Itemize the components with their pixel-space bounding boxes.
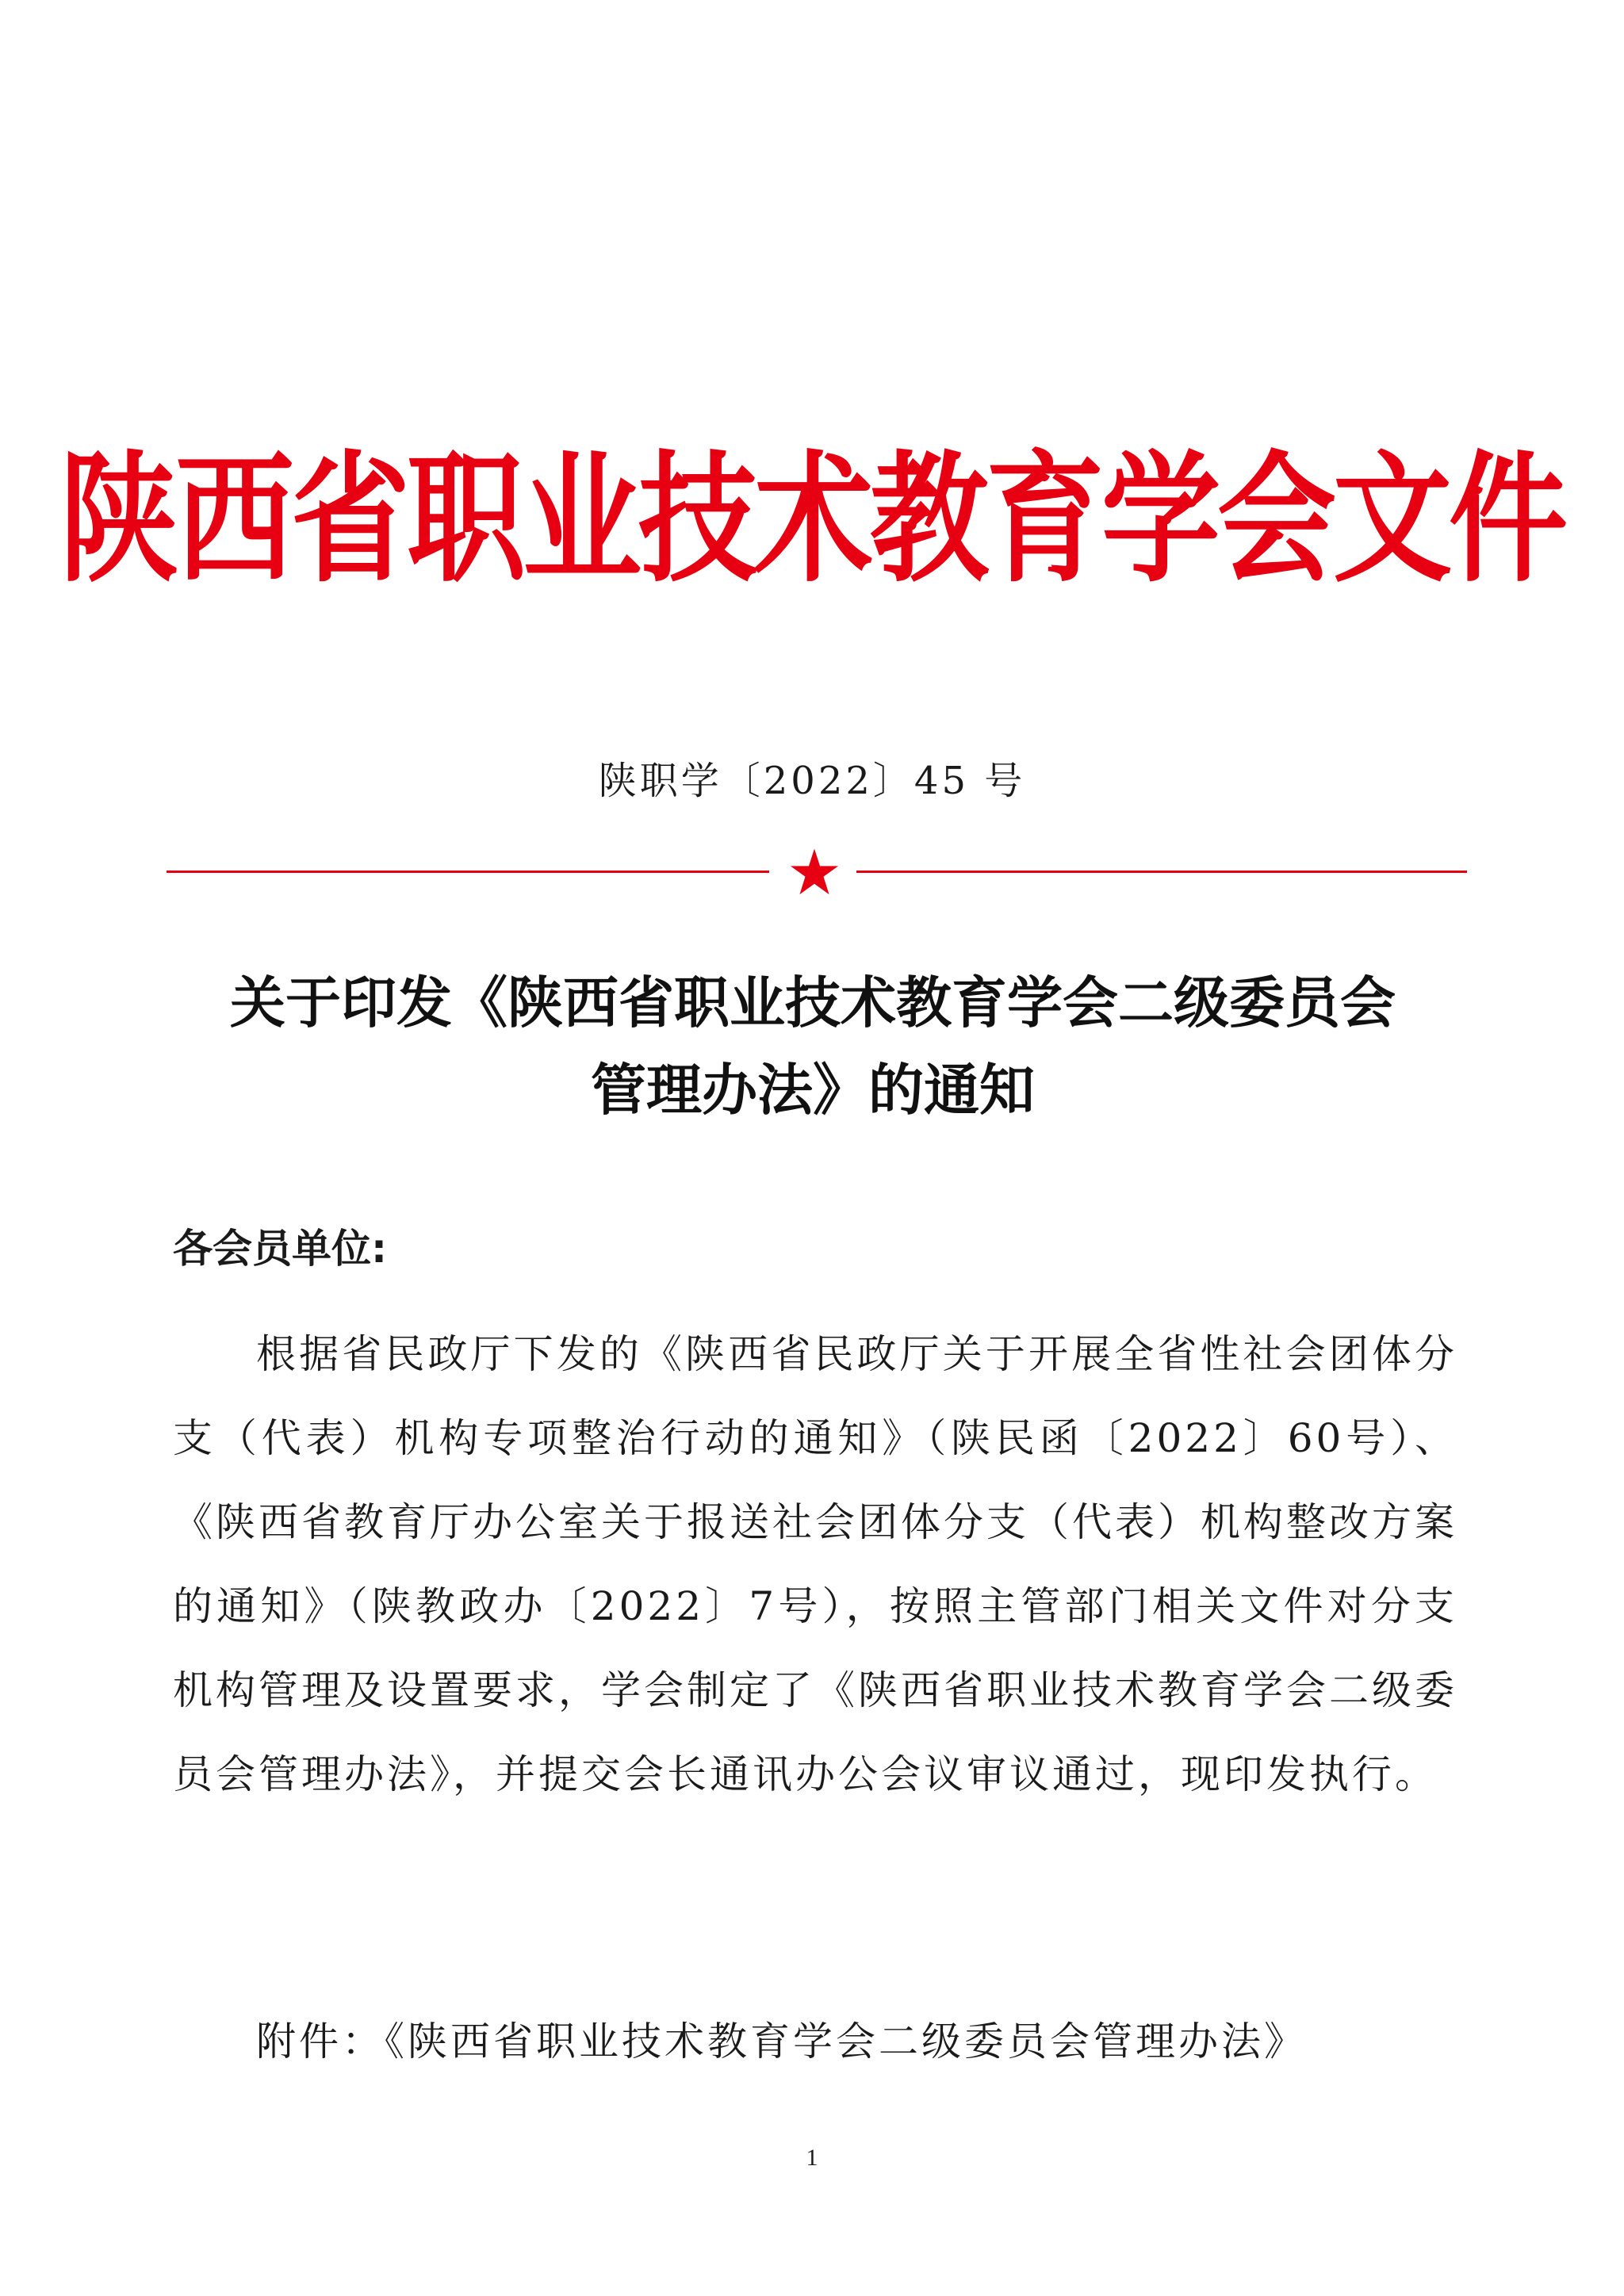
body-paragraph: 根据省民政厅下发的《陕西省民政厅关于开展全省性社会团体分支（代表）机构专项整治行动的通知》（陕民函〔2022〕60号）、《陕西省教育厅办公室关于报送社会团体分支（代表）机构整改方案的通知》（陕教政办〔2022〕7号），按照主管部门相关文件对分支机构管理及设置要求，学会制定了《陕西省职业技术教育学会二级委员会管理办法》，并提交会长通讯办公会议审议通过，现印发执行。: [173, 1331, 1457, 1797]
page-number: 1: [806, 2145, 818, 2171]
salutation: 各会员单位:: [173, 1226, 387, 1272]
star-icon: [789, 847, 840, 897]
attachment-line: 附件：《陕西省职业技术教育学会二级委员会管理办法》: [256, 2019, 1307, 2064]
masthead-title: 陕西省职业技术教育学会文件: [59, 437, 1565, 602]
notice-title-line-2: 管理办法》的通知: [591, 1058, 1035, 1123]
notice-title-line-1: 关于印发《陕西省职业技术教育学会二级委员会: [230, 970, 1396, 1035]
document-number: 陕职学〔2022〕45 号: [598, 759, 1026, 803]
red-divider-left: [167, 871, 769, 873]
notice-title: [159, 959, 1467, 1134]
red-divider-right: [856, 871, 1467, 873]
